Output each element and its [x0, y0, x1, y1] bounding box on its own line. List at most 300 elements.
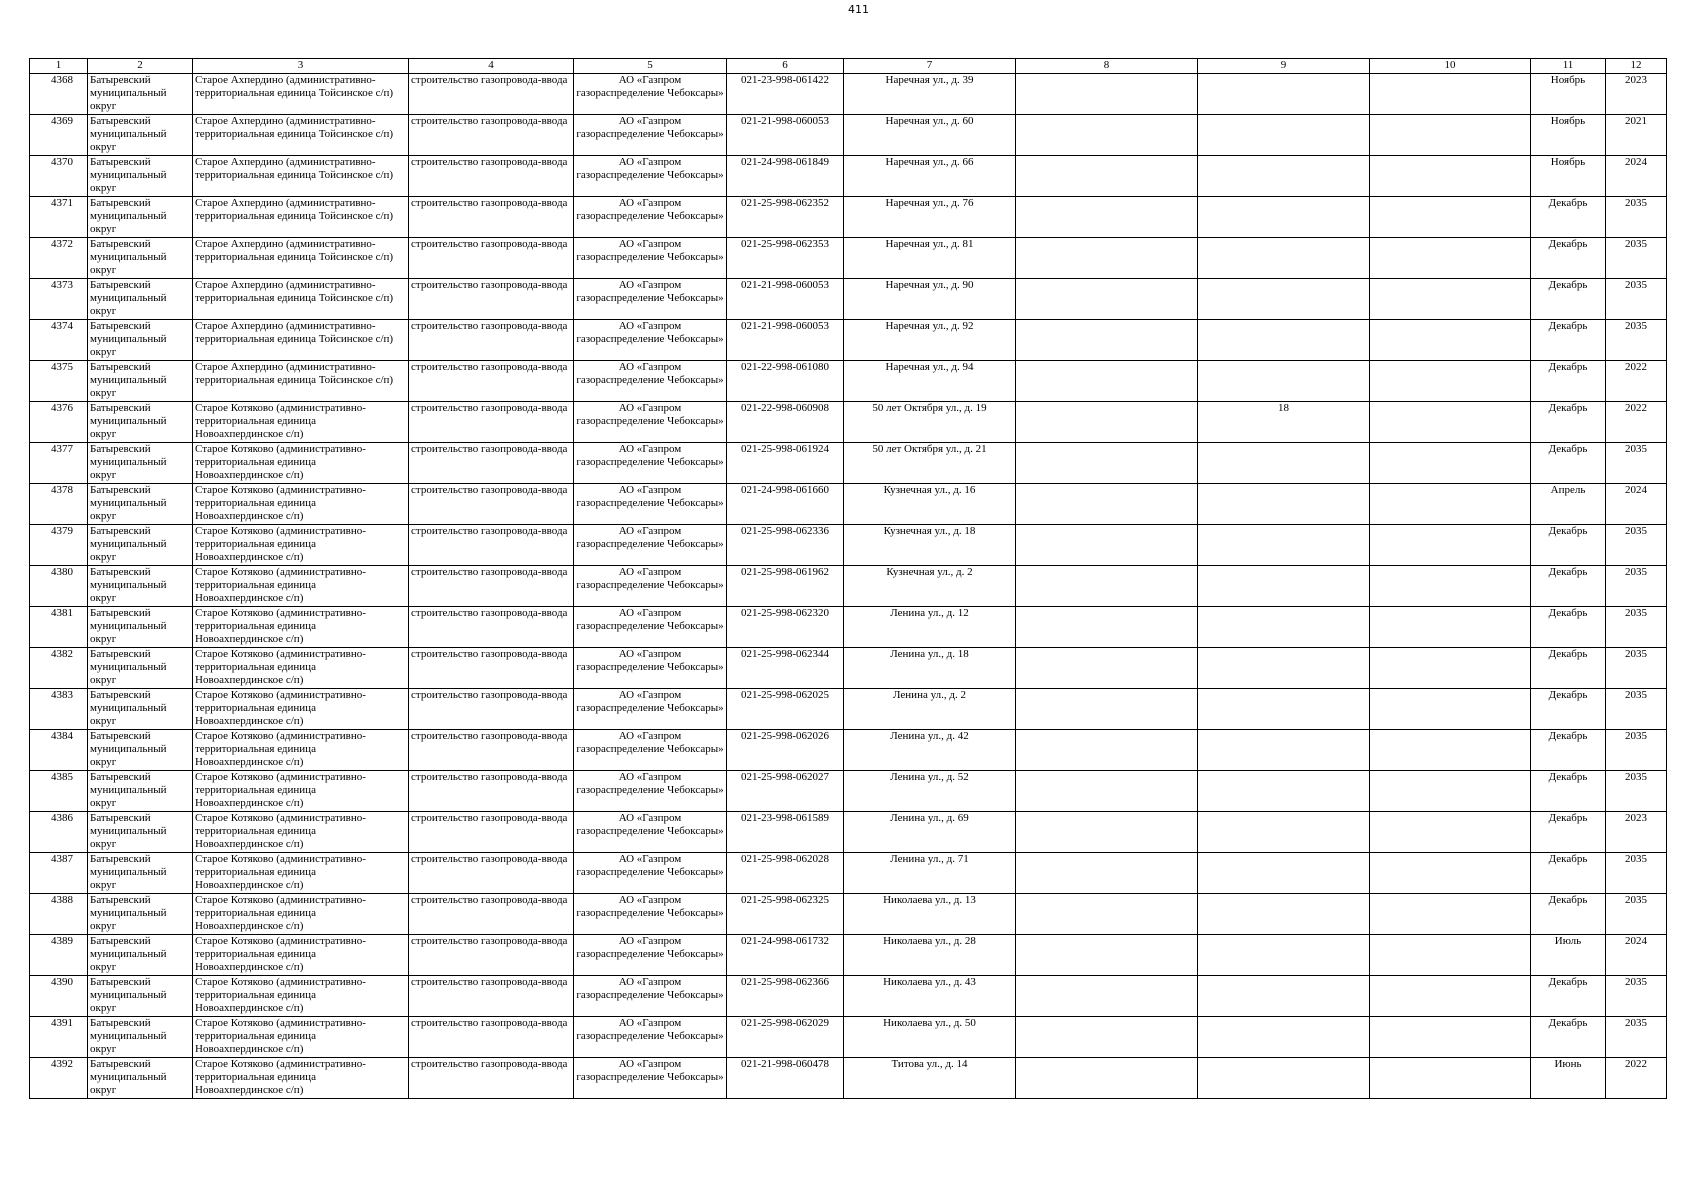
- column-10-cell: [1370, 74, 1531, 115]
- column-8-cell-text: [1018, 238, 1195, 278]
- year-cell-text: 2035: [1625, 320, 1647, 332]
- district-cell-text: Батыревский муниципальный округ: [90, 197, 167, 235]
- month-cell: [1531, 484, 1606, 525]
- organization-cell-text: АО «Газпром газораспределение Чебоксары»: [576, 1058, 724, 1083]
- settlement-cell-text: Старое Ахпердино (административно-территориальная единица Тойсинское с/п): [195, 279, 394, 304]
- year-cell-text: 2035: [1625, 566, 1647, 578]
- object-code-cell-text: 021-25-998-061962: [741, 566, 829, 578]
- month-cell-text: Декабрь: [1548, 566, 1588, 578]
- work-type-cell: [409, 771, 574, 812]
- column-9-cell-text: [1200, 525, 1367, 565]
- column-10-cell-text: [1372, 197, 1528, 237]
- column-9-cell-text: [1200, 894, 1367, 934]
- year-cell: [1606, 853, 1667, 894]
- object-code-cell: [727, 1058, 844, 1099]
- column-8-cell-text: [1018, 607, 1195, 647]
- column-10-cell: [1370, 648, 1531, 689]
- address-cell: [844, 74, 1016, 115]
- organization-cell: [574, 443, 727, 484]
- work-type-cell-text: строительство газопровода-ввода: [411, 894, 568, 906]
- year-cell-text: 2035: [1625, 853, 1647, 865]
- month-cell-text: Декабрь: [1548, 197, 1588, 209]
- address-cell-text: Кузнечная ул., д. 18: [883, 525, 976, 537]
- month-cell-text: Декабрь: [1548, 525, 1588, 537]
- district-cell-text: Батыревский муниципальный округ: [90, 115, 167, 153]
- column-10-cell: [1370, 935, 1531, 976]
- settlement-cell: [193, 689, 409, 730]
- table-row: [30, 238, 1667, 279]
- settlement-cell-text: Старое Котяково (административно-территориальная единица Новоахпердинское с/п): [195, 853, 366, 891]
- district-cell: [88, 730, 193, 771]
- work-type-cell: [409, 976, 574, 1017]
- work-type-cell-text: строительство газопровода-ввода: [411, 566, 568, 578]
- table-row: [30, 607, 1667, 648]
- address-cell-text: Наречная ул., д. 60: [885, 115, 974, 127]
- organization-cell-text: АО «Газпром газораспределение Чебоксары»: [576, 771, 724, 796]
- organization-cell: [574, 935, 727, 976]
- district-cell: [88, 402, 193, 443]
- year-cell: [1606, 484, 1667, 525]
- organization-cell: [574, 607, 727, 648]
- address-cell: [844, 197, 1016, 238]
- settlement-cell: [193, 648, 409, 689]
- column-9-cell-text: [1200, 361, 1367, 401]
- address-cell-text: Ленина ул., д. 18: [890, 648, 969, 660]
- settlement-cell-text: Старое Котяково (административно-территориальная единица Новоахпердинское с/п): [195, 648, 366, 686]
- column-8-cell: [1016, 771, 1198, 812]
- column-9-cell-text: [1200, 771, 1367, 811]
- month-cell-text: Декабрь: [1548, 320, 1588, 332]
- organization-cell: [574, 648, 727, 689]
- row-number-cell-text: 4378: [51, 484, 73, 496]
- address-cell: [844, 279, 1016, 320]
- column-number-header: 3: [193, 59, 409, 74]
- column-10-cell: [1370, 156, 1531, 197]
- row-number-cell-text: 4380: [51, 566, 73, 578]
- settlement-cell: [193, 238, 409, 279]
- column-10-cell: [1370, 279, 1531, 320]
- column-10-cell: [1370, 607, 1531, 648]
- object-code-cell-text: 021-25-998-061924: [741, 443, 829, 455]
- work-type-cell-text: строительство газопровода-ввода: [411, 730, 568, 742]
- column-10-cell-text: [1372, 74, 1528, 114]
- organization-cell: [574, 156, 727, 197]
- organization-cell: [574, 197, 727, 238]
- column-8-cell-text: [1018, 812, 1195, 852]
- month-cell-text: Декабрь: [1548, 894, 1588, 906]
- column-10-cell: [1370, 115, 1531, 156]
- column-9-cell: [1198, 238, 1370, 279]
- column-number-header: 11: [1531, 59, 1606, 74]
- column-number-header: 9: [1198, 59, 1370, 74]
- address-cell-text: Николаева ул., д. 28: [883, 935, 976, 947]
- column-9-cell-text: [1200, 484, 1367, 524]
- month-cell: [1531, 894, 1606, 935]
- row-number-cell: [30, 812, 88, 853]
- year-cell-text: 2035: [1625, 525, 1647, 537]
- table-row: [30, 935, 1667, 976]
- column-9-cell-text: [1200, 1017, 1367, 1057]
- settlement-cell-text: Старое Котяково (административно-территориальная единица Новоахпердинское с/п): [195, 402, 366, 440]
- column-9-cell-text: [1200, 197, 1367, 237]
- row-number-cell-text: 4389: [51, 935, 73, 947]
- year-cell-text: 2035: [1625, 607, 1647, 619]
- column-9-cell-text: [1200, 443, 1367, 483]
- month-cell-text: Апрель: [1550, 484, 1586, 496]
- year-cell-text: 2023: [1625, 812, 1647, 824]
- object-code-cell: [727, 320, 844, 361]
- table-row: [30, 771, 1667, 812]
- work-type-cell-text: строительство газопровода-ввода: [411, 443, 568, 455]
- column-8-cell-text: [1018, 525, 1195, 565]
- column-9-cell: [1198, 279, 1370, 320]
- district-cell-text: Батыревский муниципальный округ: [90, 525, 167, 563]
- column-8-cell-text: [1018, 853, 1195, 893]
- month-cell: [1531, 238, 1606, 279]
- column-9-cell: [1198, 197, 1370, 238]
- row-number-cell-text: 4390: [51, 976, 73, 988]
- settlement-cell: [193, 74, 409, 115]
- district-cell-text: Батыревский муниципальный округ: [90, 156, 167, 194]
- work-type-cell: [409, 894, 574, 935]
- column-8-cell-text: [1018, 771, 1195, 811]
- column-9-cell: [1198, 771, 1370, 812]
- column-9-cell-text: [1200, 607, 1367, 647]
- table-row: [30, 443, 1667, 484]
- object-code-cell: [727, 279, 844, 320]
- object-code-cell: [727, 156, 844, 197]
- column-8-cell-text: [1018, 566, 1195, 606]
- settlement-cell-text: Старое Котяково (административно-территориальная единица Новоахпердинское с/п): [195, 976, 366, 1014]
- address-cell: [844, 115, 1016, 156]
- column-9-cell-text: [1200, 320, 1367, 360]
- column-8-cell: [1016, 74, 1198, 115]
- work-type-cell-text: строительство газопровода-ввода: [411, 853, 568, 865]
- month-cell: [1531, 197, 1606, 238]
- address-cell: [844, 689, 1016, 730]
- year-cell: [1606, 197, 1667, 238]
- address-cell: [844, 812, 1016, 853]
- object-code-cell-text: 021-25-998-062366: [741, 976, 829, 988]
- object-code-cell: [727, 402, 844, 443]
- address-cell: [844, 771, 1016, 812]
- object-code-cell-text: 021-21-998-060053: [741, 279, 829, 291]
- object-code-cell-text: 021-24-998-061732: [741, 935, 829, 947]
- column-9-cell: [1198, 935, 1370, 976]
- settlement-cell-text: Старое Котяково (административно-территориальная единица Новоахпердинское с/п): [195, 812, 366, 850]
- month-cell: [1531, 443, 1606, 484]
- column-10-cell-text: [1372, 361, 1528, 401]
- organization-cell-text: АО «Газпром газораспределение Чебоксары»: [576, 361, 724, 386]
- column-10-cell-text: [1372, 771, 1528, 811]
- column-10-cell-text: [1372, 894, 1528, 934]
- row-number-cell-text: 4391: [51, 1017, 73, 1029]
- organization-cell-text: АО «Газпром газораспределение Чебоксары»: [576, 402, 724, 427]
- work-type-cell-text: строительство газопровода-ввода: [411, 484, 568, 496]
- work-type-cell-text: строительство газопровода-ввода: [411, 320, 568, 332]
- address-cell: [844, 853, 1016, 894]
- address-cell: [844, 730, 1016, 771]
- column-9-cell-text: [1200, 976, 1367, 1016]
- settlement-cell-text: Старое Котяково (административно-территориальная единица Новоахпердинское с/п): [195, 484, 366, 522]
- work-type-cell-text: строительство газопровода-ввода: [411, 361, 568, 373]
- organization-cell: [574, 894, 727, 935]
- column-8-cell-text: [1018, 484, 1195, 524]
- column-number-row: [30, 59, 1667, 74]
- column-8-cell: [1016, 197, 1198, 238]
- district-cell-text: Батыревский муниципальный округ: [90, 976, 167, 1014]
- year-cell-text: 2021: [1625, 115, 1647, 127]
- settlement-cell-text: Старое Ахпердино (административно-территориальная единица Тойсинское с/п): [195, 361, 394, 386]
- column-8-cell: [1016, 648, 1198, 689]
- settlement-cell: [193, 484, 409, 525]
- object-code-cell: [727, 1017, 844, 1058]
- object-code-cell-text: 021-22-998-060908: [741, 402, 829, 414]
- year-cell-text: 2035: [1625, 730, 1647, 742]
- column-10-cell: [1370, 197, 1531, 238]
- column-9-cell-text: [1200, 935, 1367, 975]
- object-code-cell-text: 021-25-998-062353: [741, 238, 829, 250]
- district-cell: [88, 115, 193, 156]
- column-9-cell: [1198, 853, 1370, 894]
- organization-cell-text: АО «Газпром газораспределение Чебоксары»: [576, 689, 724, 714]
- column-10-cell: [1370, 566, 1531, 607]
- column-number-header: 6: [727, 59, 844, 74]
- object-code-cell-text: 021-25-998-062325: [741, 894, 829, 906]
- settlement-cell: [193, 812, 409, 853]
- object-code-cell-text: 021-25-998-062344: [741, 648, 829, 660]
- settlement-cell-text: Старое Котяково (административно-территориальная единица Новоахпердинское с/п): [195, 894, 366, 932]
- organization-cell: [574, 853, 727, 894]
- settlement-cell: [193, 894, 409, 935]
- row-number-cell: [30, 443, 88, 484]
- column-8-cell: [1016, 812, 1198, 853]
- column-9-cell-text: 18: [1278, 402, 1289, 414]
- year-cell: [1606, 771, 1667, 812]
- year-cell: [1606, 74, 1667, 115]
- address-cell-text: Наречная ул., д. 39: [885, 74, 974, 86]
- object-code-cell-text: 021-25-998-062028: [741, 853, 829, 865]
- district-cell-text: Батыревский муниципальный округ: [90, 484, 167, 522]
- column-10-cell-text: [1372, 1017, 1528, 1057]
- object-code-cell-text: 021-21-998-060053: [741, 115, 829, 127]
- settlement-cell: [193, 443, 409, 484]
- row-number-cell: [30, 74, 88, 115]
- year-cell: [1606, 443, 1667, 484]
- column-8-cell-text: [1018, 689, 1195, 729]
- month-cell-text: Декабрь: [1548, 1017, 1588, 1029]
- month-cell: [1531, 156, 1606, 197]
- address-cell-text: Ленина ул., д. 69: [890, 812, 969, 824]
- work-type-cell: [409, 361, 574, 402]
- column-8-cell: [1016, 402, 1198, 443]
- year-cell-text: 2022: [1625, 402, 1647, 414]
- work-type-cell-text: строительство газопровода-ввода: [411, 976, 568, 988]
- row-number-cell: [30, 935, 88, 976]
- column-10-cell-text: [1372, 730, 1528, 770]
- column-8-cell: [1016, 238, 1198, 279]
- object-code-cell-text: 021-21-998-060478: [741, 1058, 829, 1070]
- column-8-cell: [1016, 320, 1198, 361]
- work-type-cell-text: строительство газопровода-ввода: [411, 812, 568, 824]
- address-cell: [844, 566, 1016, 607]
- work-type-cell: [409, 689, 574, 730]
- month-cell-text: Декабрь: [1548, 238, 1588, 250]
- organization-cell-text: АО «Газпром газораспределение Чебоксары»: [576, 443, 724, 468]
- row-number-cell: [30, 853, 88, 894]
- column-9-cell: [1198, 115, 1370, 156]
- object-code-cell: [727, 74, 844, 115]
- row-number-cell-text: 4384: [51, 730, 73, 742]
- district-cell-text: Батыревский муниципальный округ: [90, 812, 167, 850]
- object-code-cell: [727, 361, 844, 402]
- year-cell: [1606, 115, 1667, 156]
- year-cell-text: 2035: [1625, 197, 1647, 209]
- address-cell: [844, 607, 1016, 648]
- row-number-cell: [30, 607, 88, 648]
- work-type-cell: [409, 197, 574, 238]
- row-number-cell-text: 4372: [51, 238, 73, 250]
- district-cell: [88, 853, 193, 894]
- month-cell: [1531, 1058, 1606, 1099]
- settlement-cell-text: Старое Котяково (административно-территориальная единица Новоахпердинское с/п): [195, 1058, 366, 1096]
- column-number-header: 8: [1016, 59, 1198, 74]
- object-code-cell-text: 021-24-998-061660: [741, 484, 829, 496]
- object-code-cell-text: 021-25-998-062026: [741, 730, 829, 742]
- district-cell-text: Батыревский муниципальный округ: [90, 648, 167, 686]
- month-cell-text: Ноябрь: [1550, 74, 1586, 86]
- year-cell: [1606, 156, 1667, 197]
- page-number: 411: [848, 3, 869, 16]
- district-cell: [88, 771, 193, 812]
- district-cell-text: Батыревский муниципальный округ: [90, 361, 167, 399]
- row-number-cell-text: 4374: [51, 320, 73, 332]
- month-cell-text: Декабрь: [1548, 976, 1588, 988]
- column-10-cell: [1370, 1017, 1531, 1058]
- address-cell-text: Ленина ул., д. 2: [893, 689, 966, 701]
- organization-cell: [574, 566, 727, 607]
- organization-cell: [574, 771, 727, 812]
- row-number-cell: [30, 648, 88, 689]
- object-code-cell: [727, 443, 844, 484]
- table-row: [30, 115, 1667, 156]
- row-number-cell: [30, 361, 88, 402]
- object-code-cell: [727, 484, 844, 525]
- year-cell-text: 2022: [1625, 1058, 1647, 1070]
- column-10-cell: [1370, 402, 1531, 443]
- address-cell-text: Кузнечная ул., д. 16: [883, 484, 976, 496]
- row-number-cell: [30, 976, 88, 1017]
- column-8-cell: [1016, 1058, 1198, 1099]
- settlement-cell: [193, 320, 409, 361]
- district-cell-text: Батыревский муниципальный округ: [90, 402, 167, 440]
- work-type-cell-text: строительство газопровода-ввода: [411, 279, 568, 291]
- settlement-cell-text: Старое Котяково (административно-территориальная единица Новоахпердинское с/п): [195, 771, 366, 809]
- object-code-cell-text: 021-25-998-062352: [741, 197, 829, 209]
- settlement-cell-text: Старое Котяково (административно-территориальная единица Новоахпердинское с/п): [195, 689, 366, 727]
- organization-cell-text: АО «Газпром газораспределение Чебоксары»: [576, 566, 724, 591]
- column-10-cell-text: [1372, 1058, 1528, 1098]
- district-cell-text: Батыревский муниципальный округ: [90, 730, 167, 768]
- column-10-cell-text: [1372, 689, 1528, 729]
- year-cell-text: 2035: [1625, 1017, 1647, 1029]
- work-type-cell-text: строительство газопровода-ввода: [411, 238, 568, 250]
- column-number-header: 12: [1606, 59, 1667, 74]
- column-9-cell: [1198, 402, 1370, 443]
- column-8-cell-text: [1018, 443, 1195, 483]
- row-number-cell-text: 4386: [51, 812, 73, 824]
- work-type-cell: [409, 566, 574, 607]
- row-number-cell-text: 4376: [51, 402, 73, 414]
- organization-cell-text: АО «Газпром газораспределение Чебоксары»: [576, 74, 724, 99]
- column-8-cell: [1016, 1017, 1198, 1058]
- work-type-cell-text: строительство газопровода-ввода: [411, 1017, 568, 1029]
- month-cell: [1531, 853, 1606, 894]
- month-cell: [1531, 74, 1606, 115]
- organization-cell: [574, 976, 727, 1017]
- column-10-cell: [1370, 484, 1531, 525]
- work-type-cell: [409, 648, 574, 689]
- settlement-cell: [193, 279, 409, 320]
- object-code-cell: [727, 197, 844, 238]
- organization-cell-text: АО «Газпром газораспределение Чебоксары»: [576, 648, 724, 673]
- row-number-cell-text: 4388: [51, 894, 73, 906]
- work-type-cell-text: строительство газопровода-ввода: [411, 402, 568, 414]
- column-number-header: 2: [88, 59, 193, 74]
- object-code-cell-text: 021-25-998-062336: [741, 525, 829, 537]
- settlement-cell-text: Старое Ахпердино (административно-территориальная единица Тойсинское с/п): [195, 156, 394, 181]
- work-type-cell: [409, 730, 574, 771]
- row-number-cell: [30, 730, 88, 771]
- column-9-cell: [1198, 607, 1370, 648]
- address-cell: [844, 320, 1016, 361]
- district-cell: [88, 443, 193, 484]
- settlement-cell: [193, 525, 409, 566]
- district-cell-text: Батыревский муниципальный округ: [90, 443, 167, 481]
- settlement-cell-text: Старое Котяково (административно-территориальная единица Новоахпердинское с/п): [195, 730, 366, 768]
- organization-cell: [574, 1017, 727, 1058]
- object-code-cell: [727, 648, 844, 689]
- year-cell-text: 2022: [1625, 361, 1647, 373]
- work-type-cell-text: строительство газопровода-ввода: [411, 935, 568, 947]
- settlement-cell-text: Старое Котяково (административно-территориальная единица Новоахпердинское с/п): [195, 443, 366, 481]
- district-cell-text: Батыревский муниципальный округ: [90, 74, 167, 112]
- column-8-cell-text: [1018, 279, 1195, 319]
- district-cell: [88, 156, 193, 197]
- year-cell: [1606, 894, 1667, 935]
- column-9-cell-text: [1200, 279, 1367, 319]
- column-9-cell: [1198, 320, 1370, 361]
- year-cell-text: 2035: [1625, 689, 1647, 701]
- column-10-cell: [1370, 320, 1531, 361]
- object-code-cell: [727, 976, 844, 1017]
- district-cell: [88, 74, 193, 115]
- column-10-cell-text: [1372, 935, 1528, 975]
- row-number-cell-text: 4387: [51, 853, 73, 865]
- work-type-cell: [409, 812, 574, 853]
- month-cell: [1531, 935, 1606, 976]
- column-10-cell-text: [1372, 402, 1528, 442]
- address-cell: [844, 238, 1016, 279]
- settlement-cell-text: Старое Ахпердино (административно-территориальная единица Тойсинское с/п): [195, 74, 394, 99]
- month-cell: [1531, 361, 1606, 402]
- column-10-cell-text: [1372, 853, 1528, 893]
- month-cell-text: Июль: [1554, 935, 1582, 947]
- year-cell-text: 2035: [1625, 894, 1647, 906]
- district-cell: [88, 361, 193, 402]
- row-number-cell: [30, 525, 88, 566]
- year-cell: [1606, 320, 1667, 361]
